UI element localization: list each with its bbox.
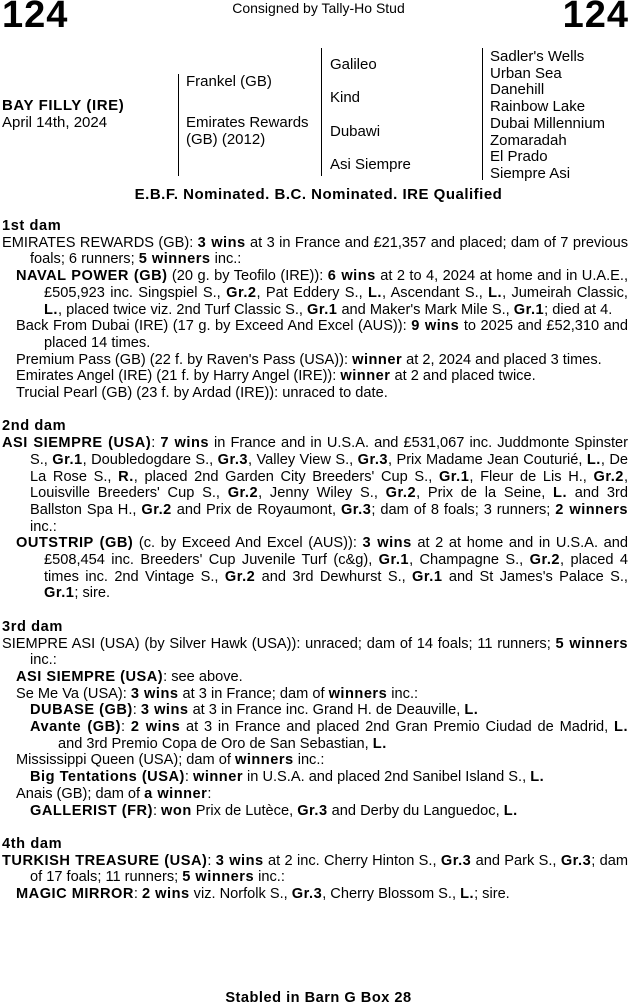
text-run: , placed 2nd Garden City Breeders' Cup S., <box>133 468 439 485</box>
produce-entry <box>2 786 628 803</box>
text-run: and Prix de Royaumont, <box>171 501 341 518</box>
text-run: : <box>184 769 193 786</box>
text-run: : <box>132 702 141 719</box>
bold-text: winner <box>340 368 391 385</box>
dam-section <box>2 418 628 602</box>
text-run: ; died at 4. <box>544 301 613 318</box>
bold-text: L. <box>464 702 479 719</box>
produce-entry <box>2 352 628 369</box>
text-run: Trucial Pearl (GB) (23 f. by Ardad (IRE)): unraced to date. <box>16 385 388 402</box>
text-run: and Maker's Mark Mile S., <box>337 301 514 318</box>
text-run: , Champagne S., <box>409 552 530 569</box>
text-run: Emirates Angel (IRE) (21 f. by Harry Angel (IRE)): <box>16 368 341 385</box>
gen3-name: Zomaradah <box>490 131 567 149</box>
produce-entry <box>2 686 628 703</box>
produce-entry <box>2 803 628 820</box>
text-run: , Jumeirah Classic, <box>502 284 628 301</box>
bold-text: Gr.3 <box>217 451 249 468</box>
bold-text: 2 wins <box>130 719 181 736</box>
gen3-name: Dubai Millennium <box>490 114 606 132</box>
bold-text: Gr.3 <box>291 886 323 903</box>
text-run: , Prix Madame Jean Couturié, <box>388 451 587 468</box>
produce-entry <box>2 368 628 385</box>
bold-text: 3 wins <box>197 234 246 251</box>
produce-entry <box>2 535 628 602</box>
bold-text: Gr.2 <box>227 485 259 502</box>
bold-text: MAGIC MIRROR <box>16 886 134 903</box>
text-run: in France and in U.S.A. and £531,067 inc. Juddmonte Spinster S., <box>30 435 629 468</box>
section-heading: 1st dam <box>2 218 62 234</box>
text-run: , Ascendant S., <box>381 284 489 301</box>
text-run: at 3 in France and £21,357 and placed; dam of 7 previous foals; 6 runners; <box>30 234 628 268</box>
bold-text: Gr.2 <box>529 552 561 569</box>
text-run: : <box>207 785 212 802</box>
text-run: and Park S., <box>471 852 561 869</box>
text-run: inc.: <box>254 869 285 886</box>
dam-entry <box>2 853 628 886</box>
bold-text: Gr.3 <box>560 852 592 869</box>
bold-text: L. <box>553 485 568 502</box>
bold-text: L. <box>460 886 475 903</box>
bold-text: Gr.1 <box>306 301 338 318</box>
text-run: Prix de Lutèce, <box>191 802 298 819</box>
gen3-name: Sadler's Wells <box>490 48 585 65</box>
text-run: at 3 in France and placed 2nd Gran Premio Ciudad de Madrid, <box>180 719 615 736</box>
text-run: : <box>133 886 142 903</box>
bold-text: Gr.1 <box>412 568 443 585</box>
dam-section <box>2 218 628 402</box>
pedigree-divider <box>178 74 179 176</box>
dam-entry <box>2 636 628 669</box>
text-run: at 3 in France; dam of <box>178 685 329 702</box>
bold-text: winners <box>328 685 388 702</box>
text-run: Back From Dubai (IRE) (17 g. by Exceed And Excel (AUS)): <box>16 318 412 335</box>
bold-text: Avante (GB) <box>30 719 122 736</box>
text-run: , Cherry Blossom S., <box>322 886 461 903</box>
bold-text: 3 wins <box>130 685 179 702</box>
text-run: viz. Norfolk S., <box>189 886 292 903</box>
bold-text: Gr.1 <box>378 552 410 569</box>
bold-text: Gr.2 <box>593 468 624 485</box>
text-run: Anais (GB); dam of <box>16 785 145 802</box>
bold-text: ASI SIEMPRE (USA) <box>16 668 164 685</box>
text-run: , Valley View S., <box>248 451 358 468</box>
produce-entry <box>2 769 628 786</box>
bold-text: 3 wins <box>140 702 189 719</box>
bold-text: GALLERIST (FR) <box>30 802 153 819</box>
catalogue-body <box>2 218 628 919</box>
bold-text: Gr.2 <box>141 501 172 518</box>
text-run: at 2 at home and in U.S.A. and £508,454 inc. Breeders' Cup Juvenile Turf (c&g), <box>44 535 628 569</box>
text-run: , Pat Eddery S., <box>256 284 368 301</box>
gen2-name: Galileo <box>330 56 377 73</box>
bold-text: 2 winners <box>555 501 628 518</box>
text-run: , Prix de la Seine, <box>416 485 554 502</box>
text-run: at 2 to 4, 2024 at home and in U.A.E., £505,923 inc. Singspiel S., <box>44 268 629 301</box>
dam-section <box>2 619 628 819</box>
text-run: inc.: <box>293 752 325 769</box>
bold-text: Gr.1 <box>438 468 470 485</box>
bold-text: TURKISH TREASURE (USA) <box>2 852 208 869</box>
sire-name: Frankel (GB) <box>186 73 272 90</box>
text-run: : <box>152 802 162 819</box>
bold-text: winners <box>234 752 294 769</box>
text-run: : <box>207 852 216 869</box>
gen2-name: Dubawi <box>330 123 381 140</box>
bold-text: Gr.1 <box>52 451 83 468</box>
bold-text: Gr.1 <box>513 301 545 318</box>
gen3-name: Siempre Asi <box>490 164 571 182</box>
dam-entry <box>2 435 628 535</box>
text-run: (20 g. by Teofilo (IRE)): <box>167 268 328 285</box>
text-run: and 3rd Premio Copa de Oro de San Sebastian, <box>58 735 373 752</box>
text-run: and St James's Palace S., <box>442 568 628 585</box>
bold-text: 3 wins <box>362 535 412 552</box>
bold-text: L. <box>614 719 629 736</box>
produce-entry <box>2 318 628 351</box>
text-run: Se Me Va (USA): <box>16 685 131 702</box>
gen2-name: Asi Siempre <box>330 156 411 173</box>
text-run: ; dam of 17 foals; 11 runners; <box>30 852 629 886</box>
section-heading: 3rd dam <box>2 618 63 635</box>
bold-text: 3 wins <box>215 852 264 869</box>
bold-text: L. <box>586 451 601 468</box>
produce-entry <box>2 702 628 719</box>
bold-text: Gr.2 <box>226 284 257 301</box>
gen3-name: Urban Sea <box>490 64 562 82</box>
produce-entry <box>2 886 628 903</box>
bold-text: R. <box>118 468 134 485</box>
text-run: inc.: <box>210 251 242 268</box>
bold-text: NAVAL POWER (GB) <box>16 268 168 285</box>
bold-text: 9 wins <box>411 318 460 335</box>
bold-text: won <box>161 802 192 819</box>
bold-text: Big Tentations (USA) <box>30 769 185 786</box>
produce-entry <box>2 268 628 318</box>
produce-entry <box>2 385 628 402</box>
lot-number-right: 124 <box>562 0 629 36</box>
bold-text: L. <box>530 769 545 786</box>
gen3-name: Rainbow Lake <box>490 98 586 116</box>
text-run: : see above. <box>163 668 243 685</box>
pedigree-divider <box>482 48 483 180</box>
text-run: inc.: <box>30 652 57 669</box>
lot-number-left: 124 <box>2 0 69 36</box>
text-run: ; sire. <box>74 585 111 602</box>
text-run: EMIRATES REWARDS (GB): <box>2 234 198 251</box>
text-run: and 3rd Ballston Spa H., <box>30 485 628 518</box>
bold-text: Gr.3 <box>340 501 372 518</box>
bold-text: L. <box>367 284 382 301</box>
bold-text: 7 wins <box>160 435 209 452</box>
horse-dob: April 14th, 2024 <box>2 114 108 131</box>
produce-entry <box>2 719 628 752</box>
bold-text: Gr.2 <box>224 568 256 585</box>
text-run: , Fleur de Lis H., <box>469 468 594 485</box>
stabling-info: Stabled in Barn G Box 28 <box>225 990 412 1006</box>
bold-text: 6 wins <box>327 268 376 285</box>
section-heading: 4th dam <box>2 835 63 852</box>
text-run: at 2 and placed twice. <box>390 368 536 385</box>
text-run: in U.S.A. and placed 2nd Sanibel Island S., <box>243 769 531 786</box>
text-run: , De La Rose S., <box>30 451 628 485</box>
gen2-name: Kind <box>330 89 361 106</box>
bold-text: L. <box>488 284 503 301</box>
bold-text: Gr.3 <box>357 451 388 468</box>
bold-text: 5 winners <box>555 635 628 652</box>
text-run: , Louisville Breeders' Cup S., <box>30 468 628 502</box>
text-run: SIEMPRE ASI (USA) (by Silver Hawk (USA)): unraced; dam of 14 foals; 11 runners; <box>2 635 556 652</box>
text-run: Mississippi Queen (USA); dam of <box>16 752 235 769</box>
nominations: E.B.F. Nominated. B.C. Nominated. IRE Qualified <box>134 186 503 203</box>
bold-text: L. <box>44 301 58 318</box>
bold-text: Gr.1 <box>44 585 75 602</box>
text-run: : <box>151 435 161 452</box>
text-run: Premium Pass (GB) (22 f. by Raven's Pass (USA)): <box>16 351 353 368</box>
text-run: , Doubledogdare S., <box>82 451 218 468</box>
bold-text: Gr.3 <box>297 802 328 819</box>
text-run: and Derby du Languedoc, <box>327 802 504 819</box>
bold-text: a winner <box>144 785 208 802</box>
text-run: and 3rd Dewhurst S., <box>255 568 413 585</box>
text-run: inc.: <box>30 518 57 535</box>
text-run: ; sire. <box>474 886 510 903</box>
bold-text: 2 wins <box>142 886 190 903</box>
horse-name: BAY FILLY (IRE) <box>2 97 125 114</box>
bold-text: L. <box>372 735 387 752</box>
gen3-name: El Prado <box>490 148 548 166</box>
text-run: , Jenny Wiley S., <box>258 485 386 502</box>
bold-text: Gr.3 <box>440 852 472 869</box>
text-run: : <box>121 719 131 736</box>
produce-entry <box>2 752 628 769</box>
dam-name: Emirates Rewards (GB) (2012) <box>186 114 309 148</box>
text-run: at 3 in France inc. Grand H. de Deauville, <box>188 702 465 719</box>
produce-entry <box>2 669 628 686</box>
bold-text: OUTSTRIP (GB) <box>16 535 134 552</box>
text-run: at 2, 2024 and placed 3 times. <box>402 351 602 368</box>
text-run: , placed twice viz. 2nd Turf Classic S., <box>57 301 307 318</box>
bold-text: DUBASE (GB) <box>30 702 133 719</box>
bold-text: L. <box>503 802 518 819</box>
text-run: (c. by Exceed And Excel (AUS)): <box>133 535 363 552</box>
bold-text: 5 winners <box>138 251 211 268</box>
bold-text: ASI SIEMPRE (USA) <box>2 435 152 452</box>
bold-text: Gr.2 <box>385 485 417 502</box>
bold-text: 5 winners <box>182 869 255 886</box>
text-run: inc.: <box>387 685 419 702</box>
gen3-name: Danehill <box>490 81 545 99</box>
dam-entry <box>2 235 628 268</box>
pedigree-divider <box>321 48 322 176</box>
bold-text: winner <box>192 769 243 786</box>
text-run: to 2025 and £52,310 and placed 14 times. <box>44 318 628 351</box>
consignor: Consigned by Tally-Ho Stud <box>232 0 405 16</box>
bold-text: winner <box>352 351 403 368</box>
section-heading: 2nd dam <box>2 418 67 435</box>
text-run: , placed 4 times inc. 2nd Vintage S., <box>44 552 628 585</box>
dam-section <box>2 836 628 903</box>
text-run: at 2 inc. Cherry Hinton S., <box>263 852 441 869</box>
text-run: ; dam of 8 foals; 3 runners; <box>371 501 556 518</box>
